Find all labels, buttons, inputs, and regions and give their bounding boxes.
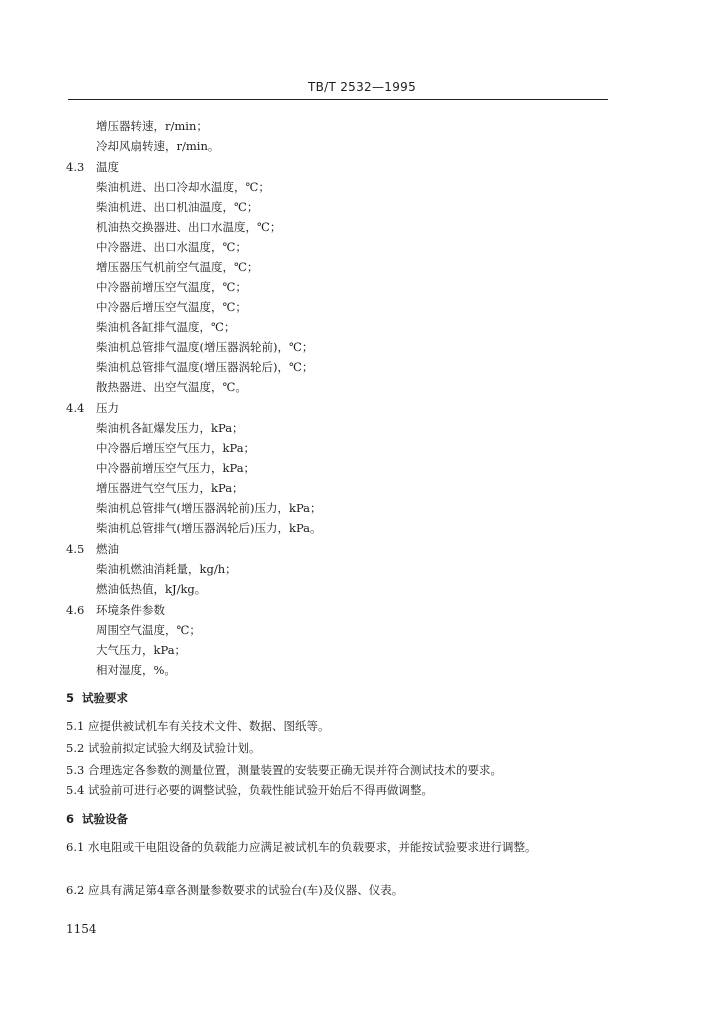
list-item: 柴油机燃油消耗量，kg/h； [96,562,237,576]
clause-text: 合理选定各参数的测量位置，测量装置的安装要正确无误并符合测试技术的要求。 [88,763,502,777]
clause-text: 水电阻或干电阻设备的负载能力应满足被试机车的负载要求，并能按试验要求进行调整。 [88,840,537,854]
list-item: 冷却风扇转速，r/min。 [96,139,220,153]
section-heading-4-5 [66,541,119,557]
list-item: 柴油机进、出口机油温度，℃； [96,200,259,214]
section-title: 环境条件参数 [96,603,165,617]
section-number: 4.4 [66,401,85,415]
list-item: 柴油机各缸爆发压力，kPa； [96,421,244,435]
chapter-heading-5 [66,690,128,706]
list-item: 中冷器前增压空气压力，kPa； [96,461,256,475]
clause-text: 试验前拟定试验大纲及试验计划。 [88,741,261,755]
clause-5-4 [66,782,433,798]
section-heading-4-4 [66,400,119,416]
list-item: 大气压力，kPa； [96,643,187,657]
list-item: 柴油机总管排气温度(增压器涡轮前)，℃； [96,340,314,354]
list-item: 柴油机各缸排气温度，℃； [96,320,236,334]
list-item: 周围空气温度，℃； [96,623,201,637]
chapter-title: 试验要求 [82,691,128,705]
clause-number: 5.1 [66,719,85,733]
list-item: 中冷器后增压空气温度，℃； [96,300,247,314]
clause-number: 5.2 [66,741,85,755]
standard-number-header: TB/T 2532—1995 [307,80,417,94]
clause-number: 6.2 [66,883,85,897]
list-item: 柴油机总管排气温度(增压器涡轮后)，℃； [96,360,314,374]
chapter-number: 5 [66,691,75,705]
section-title: 燃油 [96,542,119,556]
list-item: 机油热交换器进、出口水温度，℃； [96,220,282,234]
list-item: 中冷器进、出口水温度，℃； [96,240,247,254]
page-number: 1154 [66,922,97,936]
list-item: 柴油机总管排气(增压器涡轮前)压力，kPa； [96,501,322,515]
header-rule [68,99,608,100]
clause-number: 5.4 [66,783,85,797]
clause-text: 应具有满足第4章各测量参数要求的试验台(车)及仪器、仪表。 [88,883,404,897]
clause-text: 应提供被试机车有关技术文件、数据、图纸等。 [88,719,330,733]
clause-number: 6.1 [66,840,85,854]
list-item: 增压器转速，r/min； [96,119,208,133]
section-number: 4.5 [66,542,85,556]
list-item: 柴油机进、出口冷却水温度，℃； [96,180,270,194]
clause-5-1 [66,718,330,734]
chapter-title: 试验设备 [82,812,128,826]
list-item: 柴油机总管排气(增压器涡轮后)压力，kPa。 [96,521,322,535]
section-title: 压力 [96,401,119,415]
section-number: 4.3 [66,160,85,174]
list-item: 增压器压气机前空气温度，℃； [96,260,259,274]
section-heading-4-6 [66,602,165,618]
section-heading-4-3 [66,159,119,175]
section-title: 温度 [96,160,119,174]
clause-6-1 [66,836,610,858]
clause-number: 5.3 [66,763,85,777]
chapter-number: 6 [66,812,75,826]
section-number: 4.6 [66,603,85,617]
list-item: 燃油低热值，kJ/kg。 [96,582,207,596]
list-item: 相对湿度，%。 [96,663,176,677]
chapter-heading-6 [66,811,128,827]
list-item: 散热器进、出空气温度，℃。 [96,380,247,394]
clause-text: 试验前可进行必要的调整试验，负载性能试验开始后不得再做调整。 [88,783,433,797]
list-item: 增压器进气空气压力，kPa； [96,481,244,495]
clause-5-2 [66,740,261,756]
list-item: 中冷器前增压空气温度，℃； [96,280,247,294]
clause-5-3 [66,762,502,778]
list-item: 中冷器后增压空气压力，kPa； [96,441,256,455]
clause-6-2 [66,882,403,898]
